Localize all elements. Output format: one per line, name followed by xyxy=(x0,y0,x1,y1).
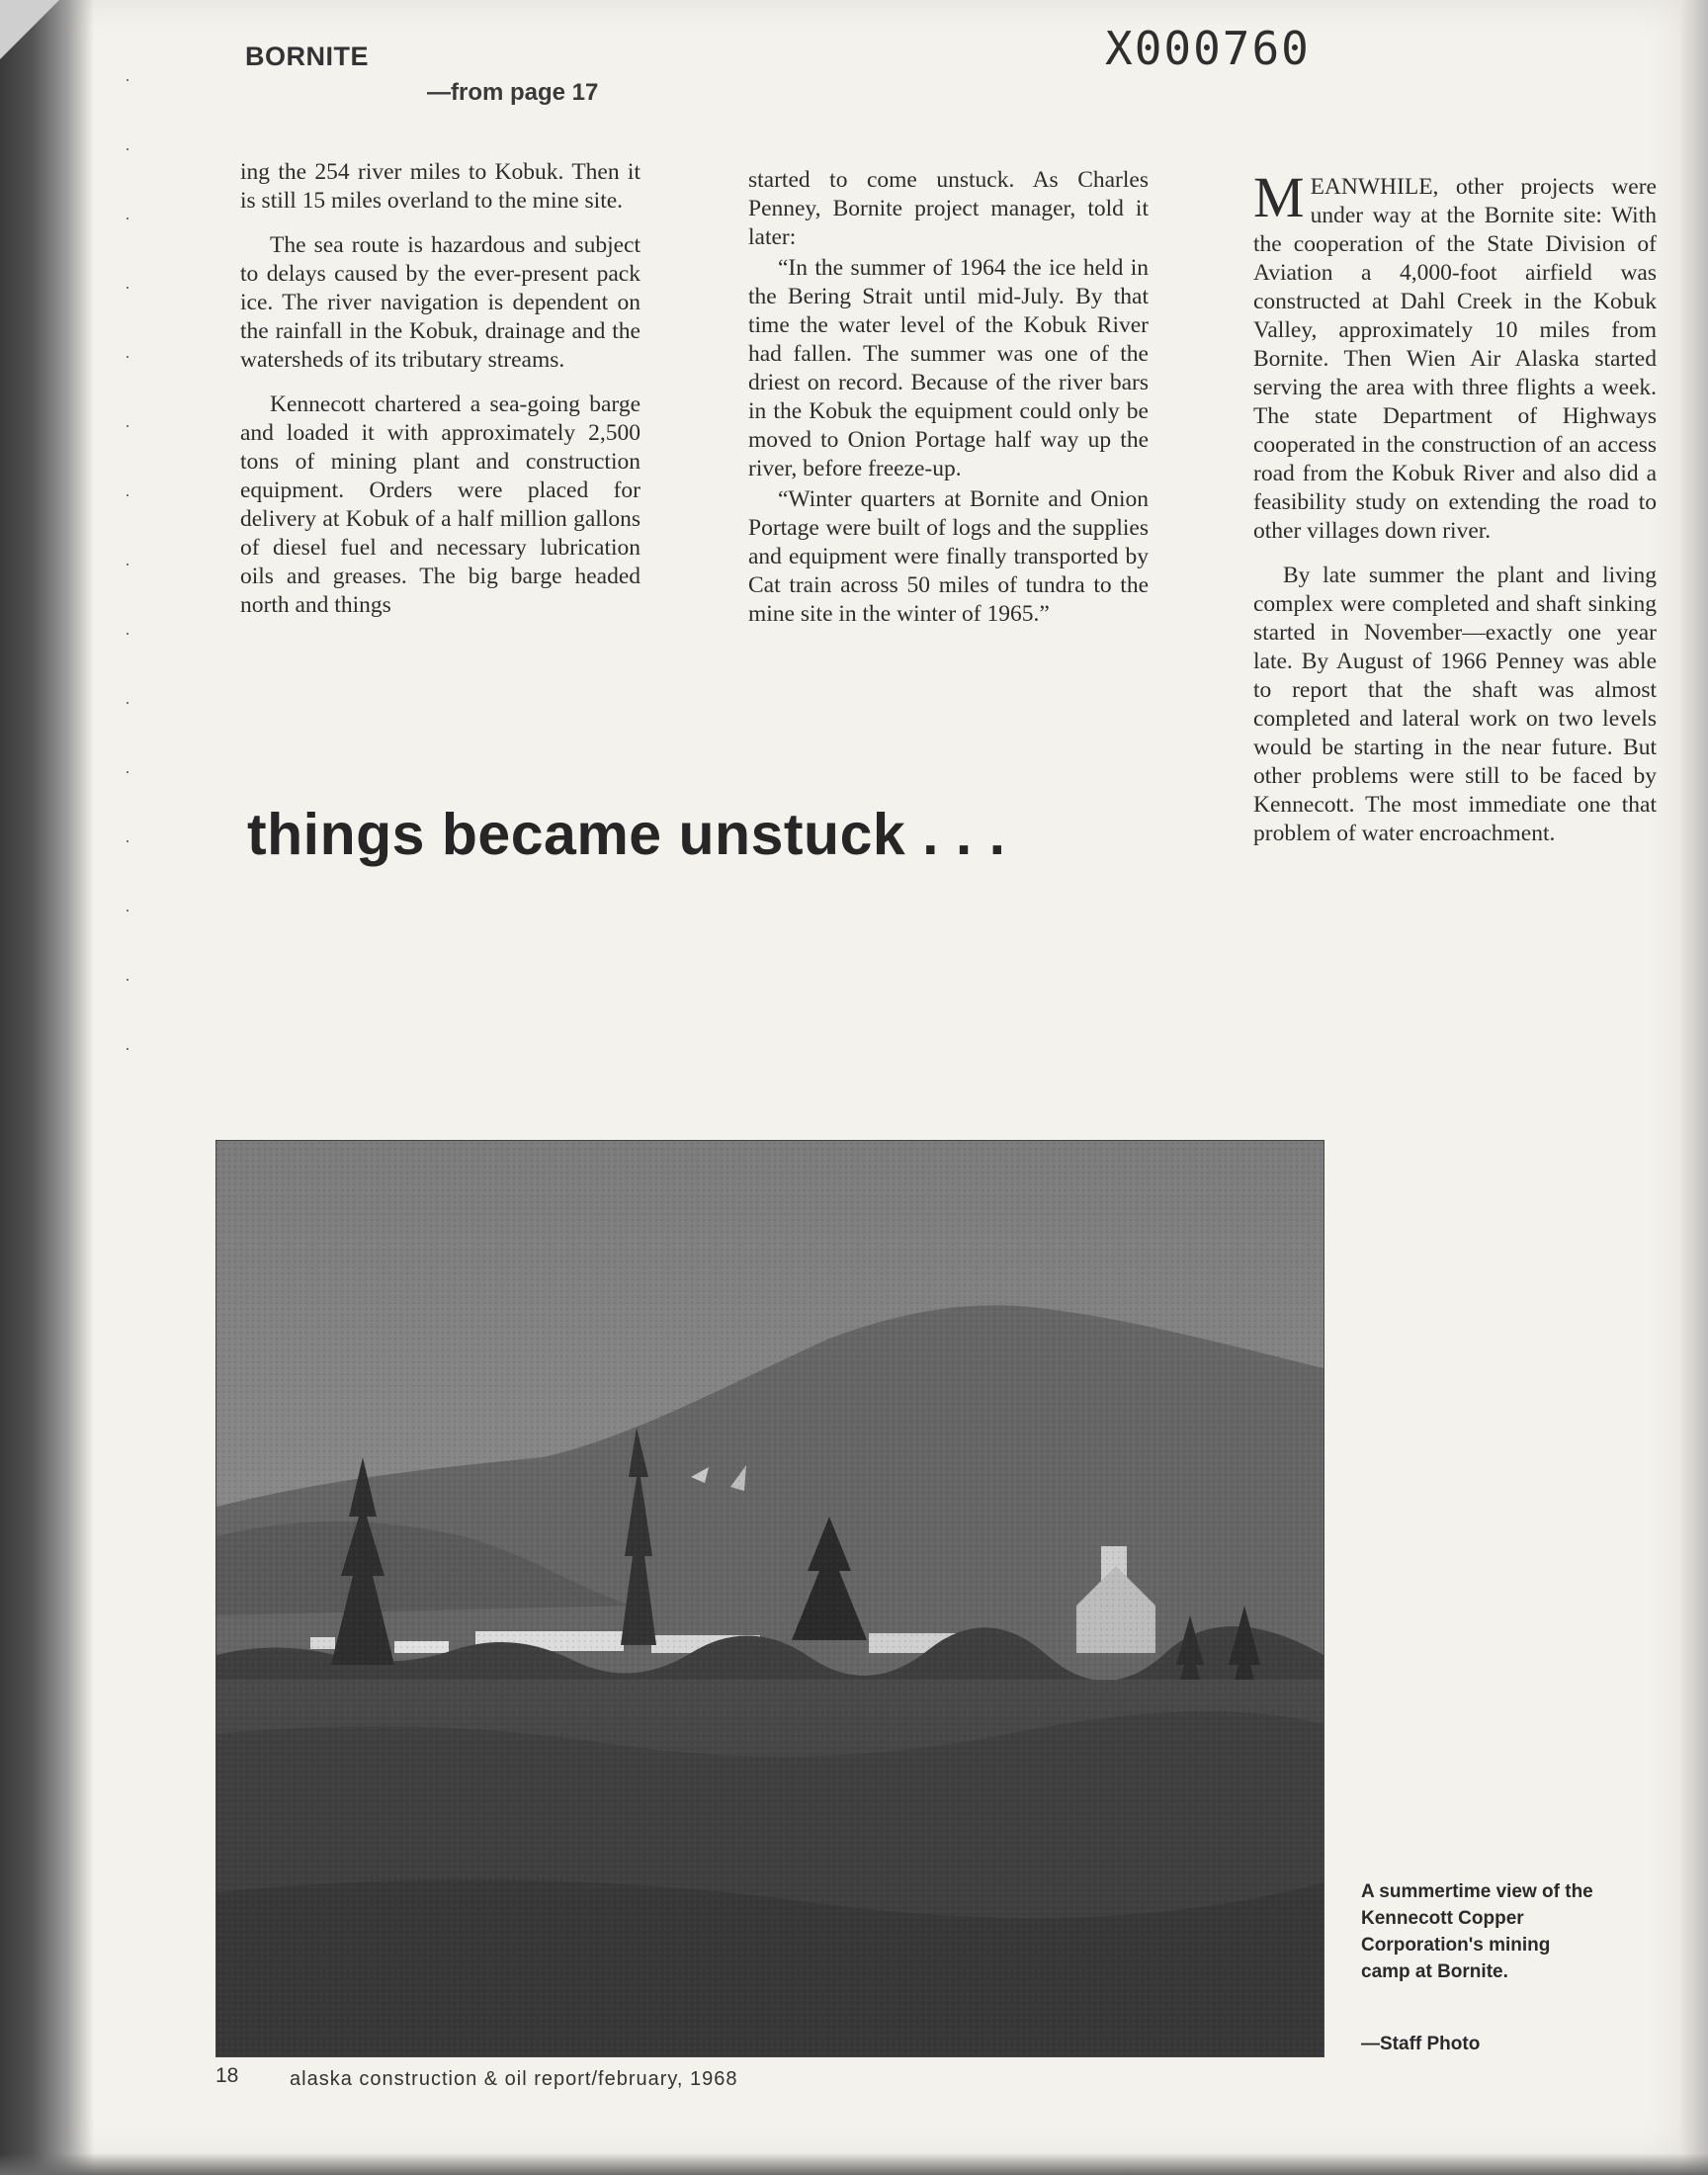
mining-camp-photo xyxy=(215,1140,1324,2057)
margin-marks xyxy=(127,79,128,1117)
corner-fold xyxy=(0,0,59,59)
quote-paragraph: “In the summer of 1964 the ice held in the Bering Strait until mid-July. By that time the water level of the Kobuk River had fallen. The summer was one of the driest on record. Because of the river bars in the Kobuk the equipment could only be moved to Onion Portage half way up the river, before freeze-up. xyxy=(748,255,1149,481)
page-number: 18 xyxy=(215,2064,239,2087)
document-stamp-number: X000760 xyxy=(1105,22,1311,75)
section-label: BORNITE xyxy=(245,42,369,71)
paragraph: ing the 254 river miles to Kobuk. Then it is still 15 miles overland to the mine site. xyxy=(240,159,640,214)
article-column-3 xyxy=(1253,165,1657,864)
photo-credit: —Staff Photo xyxy=(1361,2034,1481,2054)
headline: things became unstuck . . . xyxy=(247,802,1006,867)
paragraph-with-dropcap xyxy=(1253,165,1657,546)
scan-left-shadow xyxy=(0,0,94,2175)
scan-right-edge xyxy=(1680,0,1708,2175)
photo-illustration xyxy=(216,1141,1324,2056)
paragraph: The sea route is hazardous and subject to delays caused by the ever-present pack ice. The river navigation is dependent on the rainfall in the Kobuk, drainage and the watersheds of its tributary streams. xyxy=(240,232,640,373)
dropcap: M xyxy=(1253,165,1305,229)
photo-caption: A summertime view of the Kennecott Copper Corporation's mining camp at Bornite. xyxy=(1361,1881,1593,1982)
quote-paragraph: “Winter quarters at Bornite and Onion Portage were built of logs and the supplies and equipment were finally transported by Cat train across 50 miles of tundra to the mine site in the winter of 1965.” xyxy=(748,486,1149,627)
paragraph-text: EANWHILE, other projects were under way at the Bornite site: With the cooperation of the State Division of Aviation a 4,000-foot airfield was constructed at Dahl Creek in the Kobuk Valley, approximately 10 miles from Bornite. Then Wien Air Alaska started serving the area with three flights a week. The state Department of Highways cooperated in the construction of an access road from the Kobuk River and also did a feasibility study on extending the road to other villages down river. xyxy=(1253,174,1657,544)
paragraph: By late summer the plant and living complex were completed and shaft sinking started in November—exactly one year late. By August of 1966 Penney was able to report that the shaft was almost completed and lateral work on two levels would be starting in the near future. But other problems were still to be faced by Kennecott. The most immediate one that problem of water encroachment. xyxy=(1253,563,1657,846)
publication-footer: alaska construction & oil report/february, 1968 xyxy=(290,2068,738,2090)
article-column-2 xyxy=(748,166,1149,645)
article-column-1 xyxy=(240,158,640,636)
scan-bottom-shadow xyxy=(0,2153,1708,2175)
continued-from: —from page 17 xyxy=(427,79,599,106)
paragraph: started to come unstuck. As Charles Penney, Bornite project manager, told it later: xyxy=(748,167,1149,250)
paragraph: Kennecott chartered a sea-going barge and loaded it with approximately 2,500 tons of mining plant and construction equipment. Orders were placed for delivery at Kobuk of a half million gallons of diesel fuel and necessary lubrication oils and greases. The big barge headed north and things xyxy=(240,392,640,618)
